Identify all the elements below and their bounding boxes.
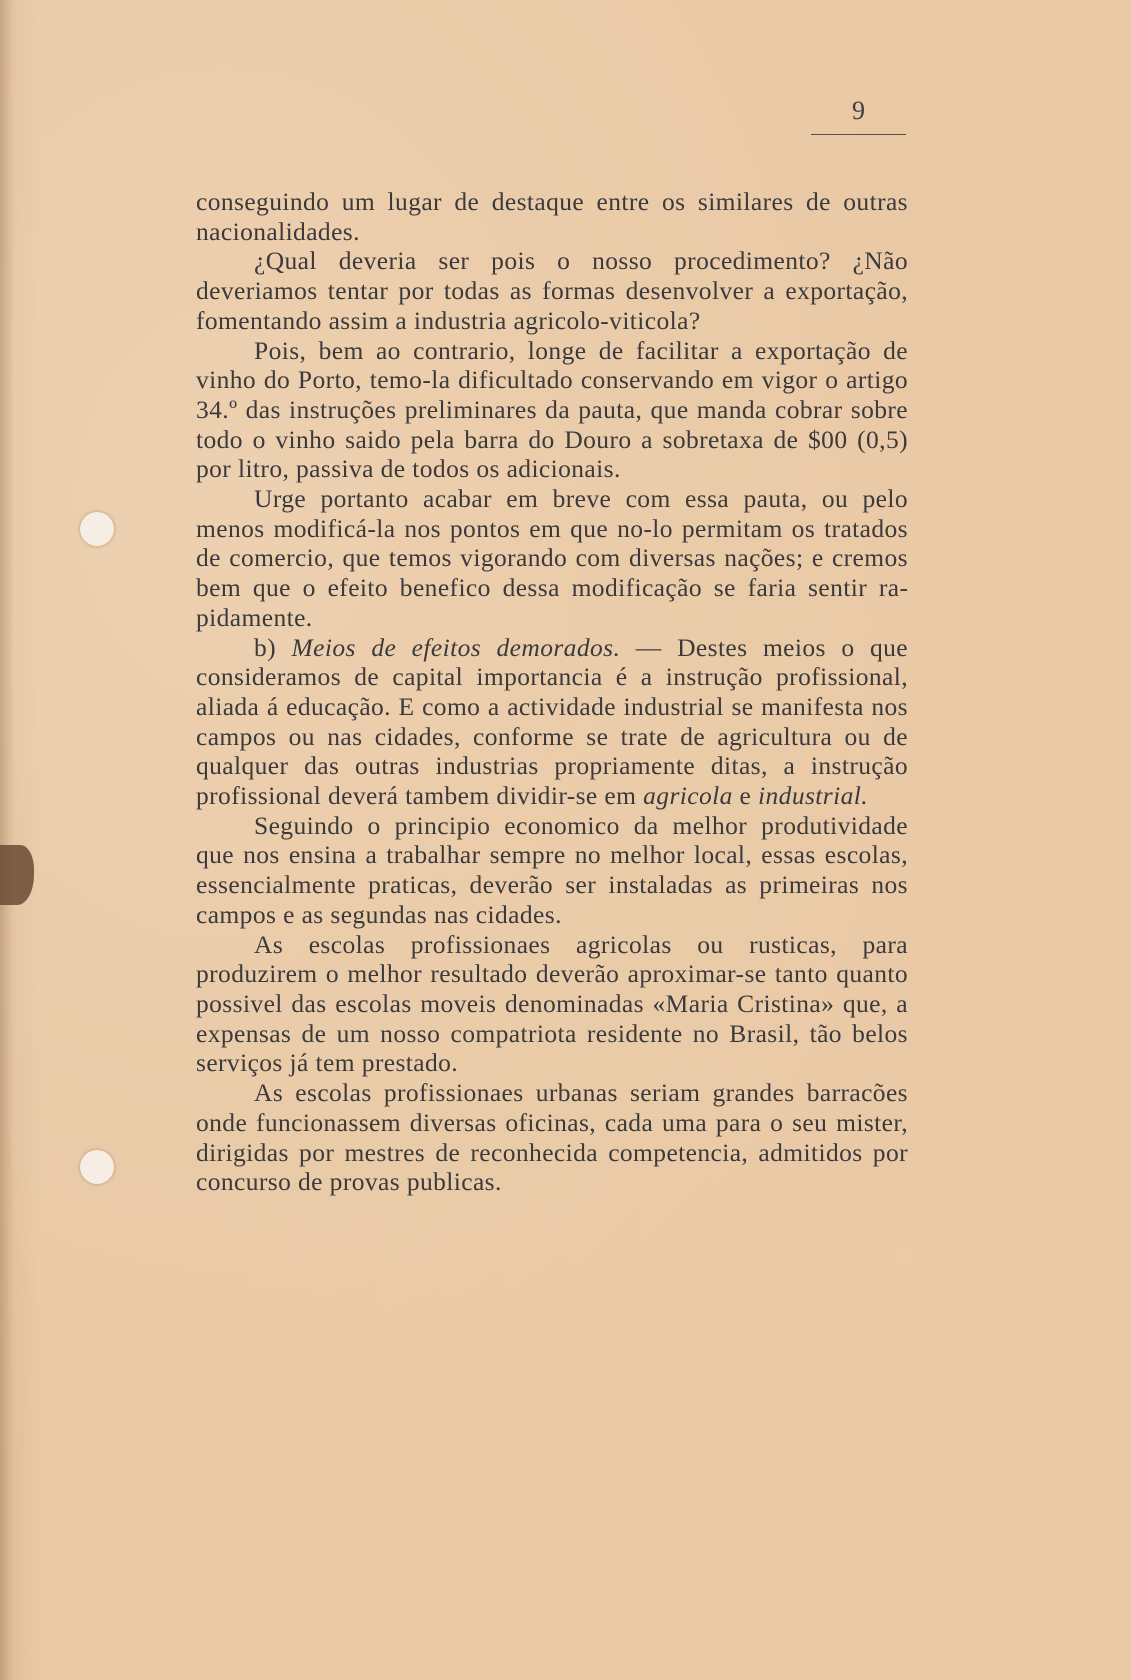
text-run: As escolas profissionaes urbanas seriam grandes barracões onde funcionassem diversas oficinas, cada uma para o seu mister, dirigidas por mestres de reconhecida competencia, admitidos por concurso de provas publicas. [196,1078,908,1197]
binding-hole [80,1150,114,1184]
italic-text: agricola [643,781,733,811]
page-number: 9 [852,96,865,125]
paragraph [196,246,908,335]
text-run: Urge portanto acabar em breve com essa pauta, ou pelo menos modificá-la nos pontos em que no-lo permitam os tratados de comercio, que temos vigorando com diversas nações; e cremos bem que o efeito benefico dessa modificação se faria sentir rapidamente. [196,484,908,632]
text-run: ¿Qual deveria ser pois o nosso procedimento? ¿Não deveriamos tentar por todas as formas desenvolver a exportação, fomentando assim a industria agricolo-viticola? [196,246,908,335]
text-run: conseguindo um lugar de destaque entre os similares de outras nacionalidades. [196,187,908,246]
text-run: As escolas profissionaes agricolas ou rusticas, para produzirem o melhor resultado deverão aproximar-se tanto quanto possivel das escolas moveis denominadas «Maria Cristina» que, a expensas de um nosso compatriota residente no Brasil, tão belos serviços já tem prestado. [196,929,908,1078]
text-run: Pois, bem ao contrario, longe de facilitar a exportação de vinho do Porto, temo-la dificultado conservando em vigor o artigo 34.º das instruções preliminares da pauta, que manda cobrar sobre todo o vinho saido pela barra do Douro a sobretaxa de $00 (0,5) por litro, passiva de todos os adicionais. [196,335,908,484]
page-edge-shadow [0,0,14,1680]
paragraph [196,633,908,811]
text-run: e [732,781,759,811]
binding-hole [80,512,114,546]
italic-text: industrial. [758,781,869,811]
italic-text: Meios de efeitos demorados. [291,632,621,662]
paragraph [196,484,908,633]
paragraph [196,187,908,246]
binding-mark [0,845,34,905]
body-text [196,187,908,1197]
paragraph [196,930,908,1079]
text-run: Seguindo o principio economico da melhor produtividade que nos ensina a trabalhar sempre no melhor local, essas escolas, essencialmente praticas, deverão ser instaladas as primeiras nos campos e as segundas nas cidades. [196,810,908,929]
paragraph [196,336,908,485]
text-run: b) [254,632,292,662]
header-rule [811,134,906,135]
text-run: — Destes meios o que consideramos de capital importancia é a instrução profissional, aliada á educação. E como a actividade industrial se manifesta nos campos ou nas cidades, conforme se trate de agricultura ou de qualquer das outras industrias propriamente ditas, a instrução profissional deverá tambem dividir-se em [196,632,908,811]
paragraph [196,811,908,930]
paragraph [196,1078,908,1197]
